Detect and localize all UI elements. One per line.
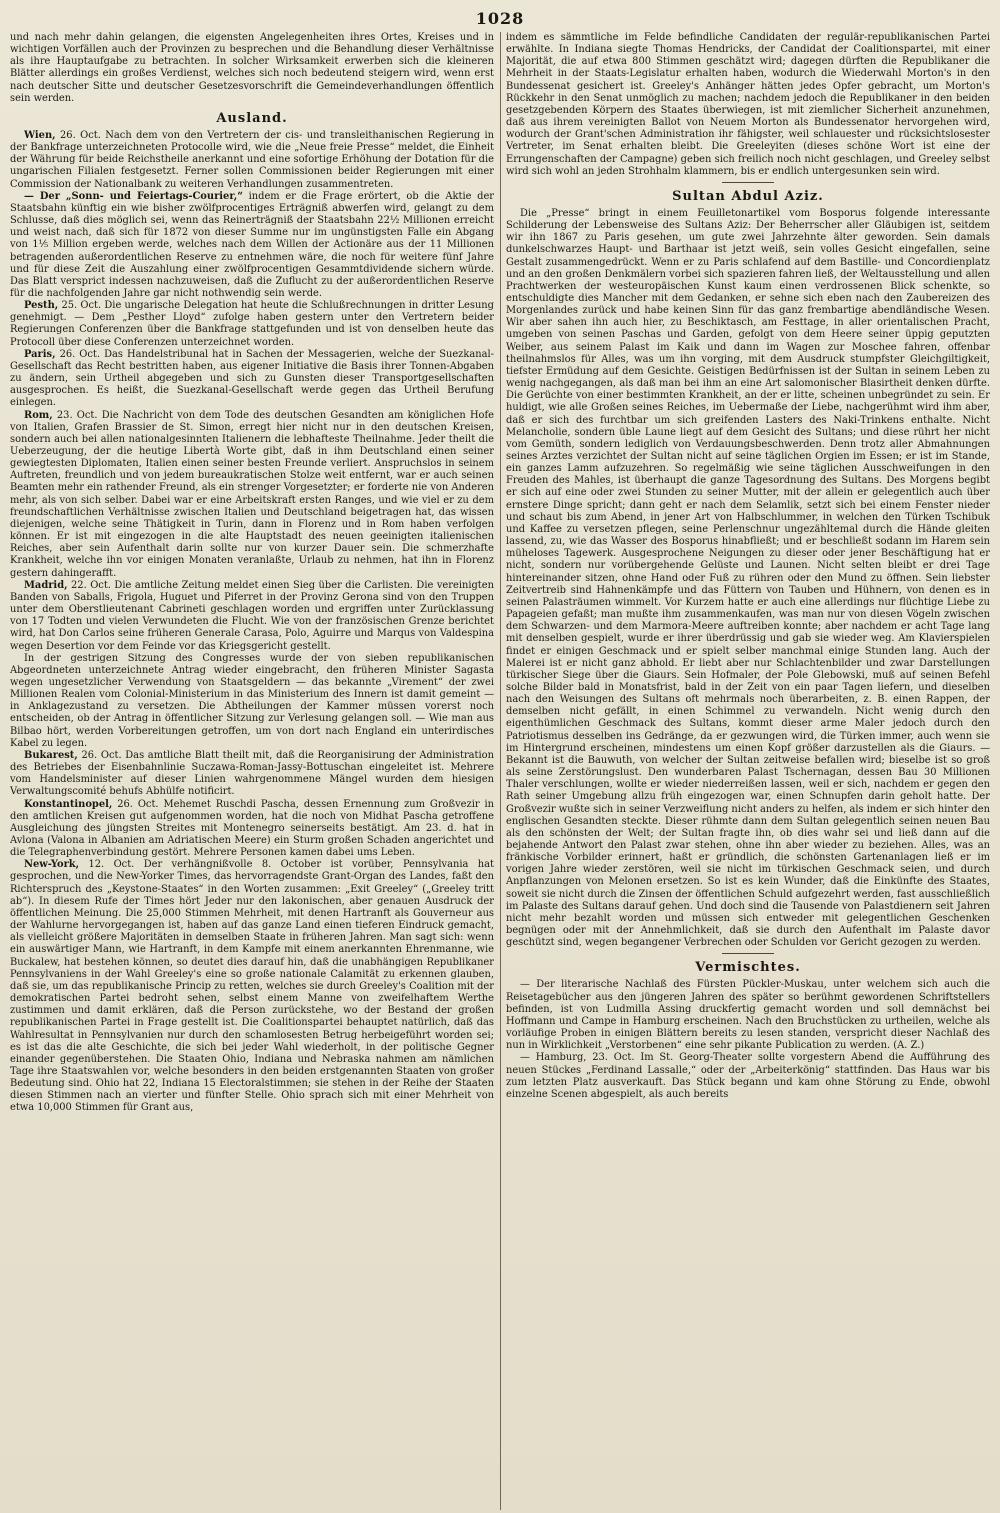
news-body: 12. Oct. Der verhängnißvolle 8. October ist vorüber, Pennsylvania hat gesprochen, und die New-Yorker Times, das hervorragendste Grant-Organ des Landes, faßt den Richterspruch des „Keystone-Staates“ in den Worten zusammen: „Exit Greeley“ („Greeley tritt ab“). In diesem Rufe der Times hört Jeder nur den lakonischen, aber genauen Ausdruck der öffentlichen Meinung. Die 25,000 Stimmen Mehrheit, mit denen Hartranft als Gouverneur aus der Wahlurne hervorgegangen ist, haben auf das ganze Land einen tieferen Eindruck gemacht, als vielleicht größere Majoritäten in demselben Staate in früheren Jahren. Man sagt sich: wenn ein auswärtiger Mann, wie Hartranft, in dem Kampfe mit einem anerkannten Ehrenmanne, wie Buckalew, hat bestehen können, so deutet dies darauf hin, daß die unabhängigen Republikaner Pennsylvaniens in der Wahl Greeley's eine so große nationale Calamität zu erkennen glauben, daß sie, um das republikanische Princip zu retten, welches sie durch Greeley's Coalition mit der demokratischen Partei bedroht sehen, selbst einem Manne von zweifelhaftem Werthe zustimmen und damit erklären, daß die Person zurückstehe, wo der Bestand der großen republikanischen Partei in Frage gestellt ist. Die Coalitionspartei behauptet natürlich, daß das Wahlresultat in Pennsylvanien nur durch den schamlosesten Betrug herbeigeführt worden sei; es ist das die alte Geschichte, die sich bei jeder Wahl wiederholt, in der politische Gegner einander gegenüberstehen. Die Staaten Ohio, Indiana und Nebraska nahmen am nämlichen Tage ihre Staatswahlen vor, welche besonders in den beiden erstgenannten Staaten von großer Bedeutung sind. Ohio hat 22, Indiana 15 Electoralstimmen; sie stehen in der Reihe der Staaten diesen Stimmen nach an vierter und fünfter Stelle. Ohio sprach sich mit einer Mehrheit von etwa 10,000 Stimmen für Grant aus, (10, 859, 494, 1114)
right-intro: indem es sämmtliche im Felde befindliche Candidaten der regulär-republikanischen Partei erwählte. In Indiana siegte Thomas Hendricks, der Candidat der Coalitionspartei, mit einer Majorität, die auf etwa 800 Stimmen geschätzt wird; dagegen dürften die Republikaner die Mehrheit in der Staats-Legislatur erhalten haben, wodurch die Wiederwahl Morton's in den Bundessenat gesichert ist. Greeley's Anhänger hätten jedes Opfer gebracht, um Morton's Rückkehr in den Senat unmöglich zu machen; nachdem jedoch die Republikaner in den beiden gesetzgebenden Körpern des Staates überwiegen, ist mit ziemlicher Sicherheit anzunehmen, daß aus ihrem vereinigten Ballot von Neuem Morton als Bundessenator hervorgehen wird, wodurch der Grant'schen Administration ihr fähigster, weil schlauester und rücksichtslosester Vertreter, im Senat erhalten bleibt. Die Greeleyiten (dieses schöne Wort ist eine der Errungenschaften der Campagne) geben sich freilich noch nicht geschlagen, und Greeley selbst wird sich wohl an jeden Strohhalm klammern, bis er endlich untergesunken sein wird. (506, 32, 990, 177)
dateline-place: Pesth, (24, 300, 59, 312)
dateline-place: New-York, (24, 859, 80, 871)
sultan-heading: Sultan Abdul Aziz. (672, 188, 824, 204)
left-intro: und nach mehr dahin gelangen, die eigensten Angelegenheiten ihres Ortes, Kreises und in wichtigen Vorfällen auch der Provinzen zu besprechen und die Behandlung dieser Verhältnisse als ihre Hauptaufgabe zu betrachten. In solcher Wirksamkeit erwerben sich die kleineren Blätter allerdings ein großes Verdienst, welches sich noch bedeutend steigern wird, wenn erst nach deutscher Sitte und deutscher Gesetzesvorschrift die Gemeindeverhandlungen öffentlich sein werden. (10, 32, 494, 104)
vermischtes-paragraph: — Der literarische Nachlaß des Fürsten Pückler-Muskau, unter welchem sich auch die Reisetagebücher aus den jüngeren Jahren des später so berühmt gewordenen Schriftstellers befinden, ist von Ludmilla Assing druckfertig gemacht worden und soll demnächst bei Hoffmann und Campe in Hamburg erscheinen. Nach den Bruchstücken zu urtheilen, welche als vorläufige Proben in einigen Blättern bereits zu lesen standen, verspricht dieser Nachlaß des nun in Wirklichkeit „Verstorbenen“ eine sehr pikante Publication zu werden. (A. Z.) (506, 979, 990, 1052)
vermischtes-heading: Vermischtes. (695, 960, 801, 976)
news-item (10, 750, 494, 799)
news-body: 23. Oct. Die Nachricht von dem Tode des deutschen Gesandten am königlichen Hofe von Italien, Grafen Brassier de St. Simon, erregt hier nicht nur in den deutschen Kreisen, sondern auch bei allen nationalgesinnten Italienern die lebhafteste Theilnahme. Jeder theilt die Ueberzeugung, der die heutige Libertà Worte gibt, daß in ihm Deutschland einen seiner gewiegtesten Diplomaten, Italien einen seiner besten Freunde verliert. Anspruchslos in seinem Auftreten, freundlich und von jedem bureaukratischen Stolze weit entfernt, war er auch seinen Beamten mehr ein rathender Freund, als ein strenger Vorgesetzter; er forderte nie von Anderen mehr, als von sich selber. Dabei war er eine Arbeitskraft ersten Ranges, und wie viel er zu dem freundschaftlichen Verhältnisse zwischen Italien und Deutschland beigetragen hat, das wissen diejenigen, welche seine Thätigkeit in Turin, dann in Florenz und in Rom haben verfolgen können. Er ist mit eingezogen in die alte Hauptstadt des neuen geeinigten italienischen Reiches, aber sein Aufenthalt darin sollte nur von kurzer Dauer sein. Die schmerzhafte Krankheit, welche ihn vor einigen Monaten veranlaßte, Urlaub zu nehmen, hat ihn in Florenz gestern dahingerafft. (10, 409, 494, 579)
news-body: In der gestrigen Sitzung des Congresses wurde der von sieben republikanischen Abgeordneten unterzeichnete Antrag wieder eingebracht, den früheren Minister Sagasta wegen ungesetzlicher Verwendung von Staatsgeldern — das bekannte „Virement“ der zwei Millionen Realen vom Colonial-Ministerium in das Ministerium des Innern ist damit gemeint — in Anklagezustand zu versetzen. Die Abtheilungen der Kammer müssen vorerst noch entscheiden, ob der Antrag in öffentlicher Sitzung zur Verlesung gelangen soll. — Wie man aus Bilbao hört, werden Vorbereitungen getroffen, um von dort nach England ein unterirdisches Kabel zu legen. (10, 652, 494, 749)
news-items (10, 130, 494, 1115)
news-item (10, 653, 494, 750)
news-item (10, 859, 494, 1114)
column-rule (500, 32, 501, 1510)
columns (10, 32, 990, 1510)
news-item (10, 410, 494, 580)
ausland-heading: Ausland. (216, 110, 288, 126)
news-body: 26. Oct. Das Handelstribunal hat in Sachen der Messagerien, welche der Suezkanal-Gesellschaft das Recht bestritten haben, aus eigener Initiative die Basis ihrer Tonnen-Abgaben zu ändern, sein Urtheil abgegeben und sich zu Gunsten dieser Transportgesellschaften ausgesprochen. Es heißt, die Suezkanal-Gesellschaft werde gegen das Urtheil Berufung einlegen. (10, 348, 494, 409)
news-body: 26. Oct. Nach dem von den Vertretern der cis- und transleithanischen Regierung in der Bankfrage unterzeichneten Protocolle wird, wie die „Neue freie Presse“ meldet, die Einheit der Währung für beide Reichstheile anerkannt und eine sofortige Erhöhung der Dotation für die ungarischen Filialen festgesetzt. Ferner sollen Commissionen beider Regierungen mit einer Commission der Nationalbank zu weiteren Verhandlungen zusammentreten. (10, 129, 494, 190)
vermischtes-article (506, 979, 990, 1101)
sultan-paragraph: Die „Presse“ bringt in einem Feuilletonartikel vom Bosporus folgende interessante Schilderung der Lebensweise des Sultans Aziz: Der Beherrscher aller Gläubigen ist, seitdem wir ihn 1867 zu Paris gesehen, um gute zwei Jahrzehnte älter geworden. Sein damals dunkelschwarzes Haupt- und Barthaar ist jetzt weiß, sein volles Gesicht eingefallen, seine Gestalt zusammengedrückt. Wenn er zu Paris schlafend auf dem Bastille- und Concordienplatz und an den großen Denkmälern vorbei sich spazieren fahren ließ, der Weltausstellung und allen Prachtwerken der westeuropäischen Kunst kaum einen verdrossenen Blick schenkte, so entschuldigte dies Mancher mit dem Gedanken, er sehne sich eben nach den Zaubereizen des Morgenlandes zurück und habe keinen Sinn für das ganz frembartige abendländische Wesen. Wir aber sahen ihn auch hier, zu Beschiktasch, am Festtage, in aller orientalischen Pracht, umgeben von seinen Paschas und Garden, gefolgt von dem Heere seiner üppig geputzten Weiber, aus seinem Palast im Kaik und dann im Wagen zur Moschee fahren, offenbar theilnahmslos für Alles, was um ihn vorging, mit dem Ausdruck stumpfster Gleichgiltigkeit, tiefster Ermüdung auf dem Gesichte. Geistigen Bedürfnissen ist der Sultan in seinem Leben zu wenig nachgegangen, als daß man bei ihm an eine Art salomonischer Blasirtheit denken dürfte. Die Gerüchte von einer bestimmten Krankheit, an der er litte, scheinen unbegründet zu sein. Er huldigt, wie alle Großen seines Reiches, im Uebermaße der Liebe, nachgerühmt wird ihm aber, daß er sich des furchtbar um sich greifenden Lasters des Naki-Trinkens enthalte. Nicht Melancholie, sondern üble Laune liegt auf dem Gesicht des Sultans; und diese rührt her nicht vom Gemüth, sondern lediglich von Verdauungsbeschwerden. Denn trotz aller Abmahnungen seines Arztes verzichtet der Sultan nicht auf seine täglichen Orgien im Essen; er ist im Stande, ein ganzes Lamm aufzuzehren. So regelmäßig wie seine täglichen Ausschweifungen in den Freuden des Mahles, ist überhaupt die ganze Tagesordnung des Sultans. Des Morgens begibt er sich auf eine oder zwei Stunden zu seiner Mutter, mit der allein er gelegentlich auch über ernstere Dinge spricht; dann geht er nach dem Selamlik, setzt sich bei einem Fenster nieder und schaut bis zum Abend, in jener Art von Halbschlummer, in welchen den Türken Tschibuk und Kaffee zu versetzen pflegen, seine Perlenschnur ungezähltemal durch die Hände gleiten lassend, zu, wie das Wasser des Bosporus hinabfließt; und er beschließt sodann im Harem sein müheloses Tagewerk. Ausgesprochene Neigungen zu dieser oder jener Beschäftigung hat er nicht, sondern nur vorübergehende Gelüste und Launen. Nicht selten bleibt er drei Tage hintereinander sitzen, ohne Hand oder Fuß zu rühren oder den Mund zu öffnen. Sein liebster Zeitvertreib sind Hahnenkämpfe und das Füttern von Tauben und Hühnern, von denen es in seinen Palasträumen wimmelt. Vor Kurzem hatte er auch eine allerdings nur flüchtige Liebe zu Papageien gefaßt; man mußte ihm zusammenkaufen, was man nur von diesen Vögeln zwischen dem Schwarzen- und dem Marmora-Meere auftreiben konnte; aber nachdem er acht Tage lang mit denselben gespielt, wurde er ihrer überdrüssig und gab sie wieder weg. Am Klavierspielen findet er einigen Geschmack und er spielt selber manchmal einige Stunden lang. Auch der Malerei ist er nicht ganz abhold. Er liebt aber nur Schlachtenbilder und zwar Darstellungen türkischer Siege über die Giaurs. Sein Hofmaler, der Pole Glebowski, muß auf seinen Befehl solche Bilder bald in Monatsfrist, bald in der Zeit von ein paar Tagen liefern, und dieselben nach den Weisungen des Sultans oft mehrmals noch überarbeiten, z. B. einen Rappen, der demselben nicht gefällt, in einen Schimmel zu verwandeln. Nicht wenig durch den eigenthümlichen Geschmack des Sultans, kommt dieser arme Maler jedoch durch den Patriotismus desselben ins Gedränge, da er gezwungen wird, die Türken immer, auch wenn sie im Hintergrund erscheinen, mindestens um einen Kopf größer darzustellen als die Giaurs. — Bekannt ist die Bauwuth, von welcher der Sultan zeitweise befallen wird; bieselbe ist so groß als seine Zerstörungslust. Den wunderbaren Palast Tschernagan, dessen Bau 30 Millionen Thaler verschlungen, wollte er wieder niederreißen lassen, weil er sich, nachdem er gegen den Rath seiner Umgebung allzu früh eingezogen war, einen Schnupfen darin geholt hatte. Der Großvezir wußte sich in seiner Verzweiflung nicht anders zu helfen, als indem er sich hinter den englischen Gesandten steckte. Dieser rühmte dann dem Sultan gelegentlich seinen neuen Bau als den schönsten der Welt; der Sultan fragte ihn, ob dies wahr sei und ließ dann auf die bejahende Antwort den Palast zwar stehen, ohne ihn aber wieder zu beziehen. Alles, was an fränkische Vorbilder erinnert, haßt er gründlich, die schönsten Gartenanlagen ließ er im vorigen Jahre wieder zerstören, weil sie nicht im türkischen Geschmack seien, und durch Anpflanzungen von Melonen ersetzen. So ist es kein Wunder, daß die Einkünfte des Staates, soweit sie nicht durch die Zinsen der öffentlichen Schuld aufgezehrt werden, fast ausschließlich im Palaste des Sultans darauf gehen. Und doch sind die Tausende von Palastdienern seit Jahren nicht mehr bezahlt worden und müssen sich entweder mit gelegentlichen Geschenken begnügen oder mit der Annehmlichkeit, daß sie durch den Aufenthalt im Palaste davor geschützt sind, wegen begangener Verbrechen oder Schulden vor Gericht gezogen zu werden. (506, 207, 990, 949)
news-item (10, 300, 494, 349)
dateline-place: Rom, (24, 409, 53, 421)
news-body: 26. Oct. Das amtliche Blatt theilt mit, daß die Reorganisirung der Administration des Betriebes der Eisenbahnlinie Suczawa-Roman-Jassy-Bottuschan eingeleitet ist. Mehrere vom Handelsminister auf dieser Linien wahrgenommene Mängel wurden dem hiesigen Verwaltungscomité behufs Abhülfe notificirt. (10, 749, 494, 798)
dateline-place: Wien, (24, 129, 56, 141)
news-body: 25. Oct. Die ungarische Delegation hat heute die Schlußrechnungen in dritter Lesung genehmigt. — Dem „Pesther Lloyd“ zufolge haben gestern unter den Vertretern beider Regierungen Conferenzen über die Bankfrage stattgefunden und ist von denselben heute das Protocoll über diese Conferenzen unterzeichnet worden. (10, 300, 494, 348)
news-item (10, 349, 494, 410)
news-body: indem er die Frage erörtert, ob die Aktie der Staatsbahn künftig ein wie bisher zwölfprocentiges Erträgniß abwerfen wird, gelangt zu dem Schlusse, daß dies möglich sei, wenn das Reinerträgniß der Staatsbahn 22½ Millionen erreicht und weist nach, daß sich für 1872 von dieser Summe nur im ungünstigsten Falle ein Abgang von 1⅕ Million ergeben werde, welches nach dem Willen der Actionäre aus der 11 Millionen betragenden außerordentlichen Reserve zu entnehmen wäre, die noch für weitere fünf Jahre und für diese Zeit die Auszahlung einer zwölfprocentigen Gesammtdividende sichern würde. Das Blatt versprict indessen nachzuweisen, daß die Zuflucht zu der außerordentlichen Reserve für die nachfolgenden Jahre gar nicht nothwendig sein werde. (10, 190, 494, 299)
section-separator (722, 182, 774, 183)
dateline-place: Madrid, (24, 579, 68, 591)
dateline-place: Konstantinopel, (24, 798, 113, 810)
page-number: 1028 (475, 9, 525, 28)
news-item (10, 191, 494, 300)
right-column (506, 32, 990, 1510)
left-column (10, 32, 494, 1510)
news-body: 26. Oct. Mehemet Ruschdi Pascha, dessen Ernennung zum Großvezir in den amtlichen Kreisen gut aufgenommen worden, hat die noch von Midhat Pascha getroffene Ausgleichung des jüngsten Streites mit Montenegro seinerseits bestätigt. Am 23. d. hat in Avlona (Valona in Albanien am Adriatischen Meere) ein Sturm großen Schaden angerichtet und die Telegraphenverbindung gestört. Mehrere Personen kamen dabei ums Leben. (10, 798, 494, 859)
dateline-place: — Der „Sonn- und Feiertags-Courier,“ (24, 190, 243, 202)
news-body: 22. Oct. Die amtliche Zeitung meldet einen Sieg über die Carlisten. Die vereinigten Banden von Saballs, Frigola, Huguet und Piferret in der Provinz Gerona sind von den Truppen unter dem Oberstlieutenant Cabrineti geschlagen worden und ergriffen unter Zurücklassung von 17 Todten und vielen Verwundeten die Flucht. Wie von der französischen Grenze berichtet wird, hat Don Carlos seine früheren Generale Carasa, Polo, Aguirre und Marqus von Valdespina wegen Desertion vor dem Feinde vor das Kriegsgericht gestellt. (10, 579, 494, 652)
news-item (10, 799, 494, 860)
section-separator (722, 953, 774, 954)
vermischtes-paragraph: — Hamburg, 23. Oct. Im St. Georg-Theater sollte vorgestern Abend die Aufführung des neuen Stückes „Ferdinand Lassalle,“ oder der „Arbeiterkönig“ stattfinden. Das Haus war bis zum letzten Platz ausverkauft. Das Stück begann und kam ohne Störung zu Ende, obwohl einzelne Scenen abgespielt, als auch bereits (506, 1052, 990, 1100)
dateline-place: Paris, (24, 348, 56, 360)
dateline-place: Bukarest, (24, 749, 78, 761)
news-item (10, 130, 494, 191)
sultan-article (506, 208, 990, 950)
news-item (10, 580, 494, 653)
